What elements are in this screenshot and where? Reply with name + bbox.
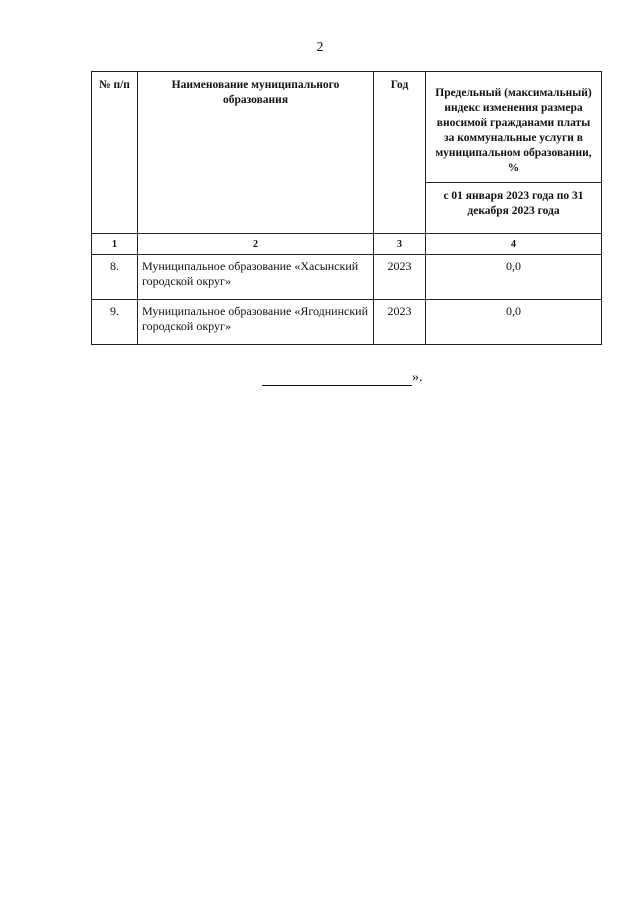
column-number: 4	[426, 234, 602, 255]
column-number: 1	[92, 234, 138, 255]
table-header-row	[92, 72, 602, 183]
column-number: 2	[138, 234, 374, 255]
column-number-row	[92, 234, 602, 255]
header-index: Предельный (максимальный) индекс изменения размера вносимой гражданами платы за коммунальные услуги в муниципальном образовании, %	[426, 72, 602, 183]
closing-line	[262, 370, 423, 386]
header-number: № п/п	[92, 72, 138, 234]
row-value: 0,0	[426, 300, 602, 345]
row-value: 0,0	[426, 255, 602, 300]
table-row	[92, 255, 602, 300]
row-year: 2023	[374, 300, 426, 345]
row-municipality: Муниципальное образование «Хасынский городской округ»	[138, 255, 374, 300]
row-municipality: Муниципальное образование «Ягоднинский городской округ»	[138, 300, 374, 345]
table-row	[92, 300, 602, 345]
page-number: 2	[316, 40, 324, 55]
signature-underline	[262, 371, 412, 386]
header-municipality: Наименование муниципального образования	[138, 72, 374, 234]
column-number: 3	[374, 234, 426, 255]
index-table	[91, 71, 602, 345]
row-year: 2023	[374, 255, 426, 300]
closing-quote: ».	[412, 370, 423, 385]
header-year: Год	[374, 72, 426, 234]
row-number: 8.	[92, 255, 138, 300]
header-period: с 01 января 2023 года по 31 декабря 2023 года	[426, 183, 602, 234]
row-number: 9.	[92, 300, 138, 345]
